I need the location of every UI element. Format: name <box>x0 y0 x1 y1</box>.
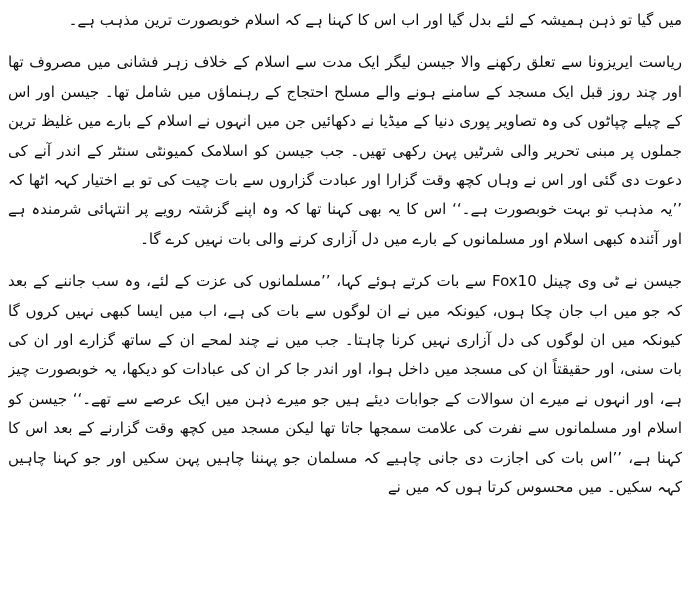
article-paragraph-3: جیسن نے ٹی وی چینل Fox10 سے بات کرتے ہوئے کہا، ’’مسلمانوں کی عزت کے لئے، وہ سب جاننے کے بعد کہ جو میں اب جان چکا ہوں، کیونکہ میں نے ان لوگوں سے بات کی ہے، اب میں ایسا کبھی نہیں کروں گا کیونکہ میں ان لوگوں کی دل آزاری نہیں کرنا چاہتا۔ جب میں نے چند لمحے ان کے ساتھ گزارے اور ان کی بات سنی، اور حقیقتاً ان کی مسجد میں داخل ہوا، اور اندر جا کر ان کی عبادات کو دیکھا، یہ خوبصورت چیز ہے، اور انہوں نے میرے ان سوالات کے جوابات دیئے ہیں جو میرے ذہن میں ایک عرصے سے تھے۔‘‘ جیسن کو اسلام اور مسلمانوں سے نفرت کی علامت سمجھا جاتا تھا لیکن مسجد میں کچھ وقت گزارنے کے بعد اس کا کہنا ہے، ’’اس بات کی اجازت دی جانی چاہیے کہ مسلمان جو پہننا چاہیں پہن سکیں اور جو کہنا چاہیں کہہ سکیں۔ میں محسوس کرتا ہوں کہ میں نے <box>8 272 682 497</box>
article-body <box>8 6 682 598</box>
article-paragraph-2: ریاست ایریزونا سے تعلق رکھنے والا جیسن لیگر ایک مدت سے اسلام کے خلاف زہر فشانی میں مصروف تھا اور چند روز قبل ایک مسجد کے سامنے ہونے والے مسلح احتجاج کے رہنماؤں میں شامل تھا۔ جیسن اور اس کے چیلے چپاٹوں کی وہ تصاویر پوری دنیا کے میڈیا نے دکھائیں جن میں انہوں نے اسلام کے بارے میں غلیظ ترین جملوں پر مبنی تحریر والی شرٹیں پہن رکھی تھیں۔ جب جیسن کو اسلامک کمیونٹی سنٹر کے اندر آنے کی دعوت دی گئی اور اس نے وہاں کچھ وقت گزارا اور عبادت گزاروں سے بات چیت کی تو بے اختیار کہہ اٹھا کہ ’’یہ مذہب تو بہت خوبصورت ہے۔‘‘ اس کا یہ بھی کہنا تھا کہ وہ اپنے گزشتہ رویے پر انتہائی شرمندہ ہے اور آئندہ کبھی اسلام اور مسلمانوں کے بارے میں دل آزاری کرنے والی بات نہیں کرے گا۔ <box>8 53 682 248</box>
article-paragraph-1: میں گیا تو ذہن ہمیشہ کے لئے بدل گیا اور اب اس کا کہنا ہے کہ اسلام خوبصورت ترین مذہب ہے۔ <box>68 11 682 29</box>
